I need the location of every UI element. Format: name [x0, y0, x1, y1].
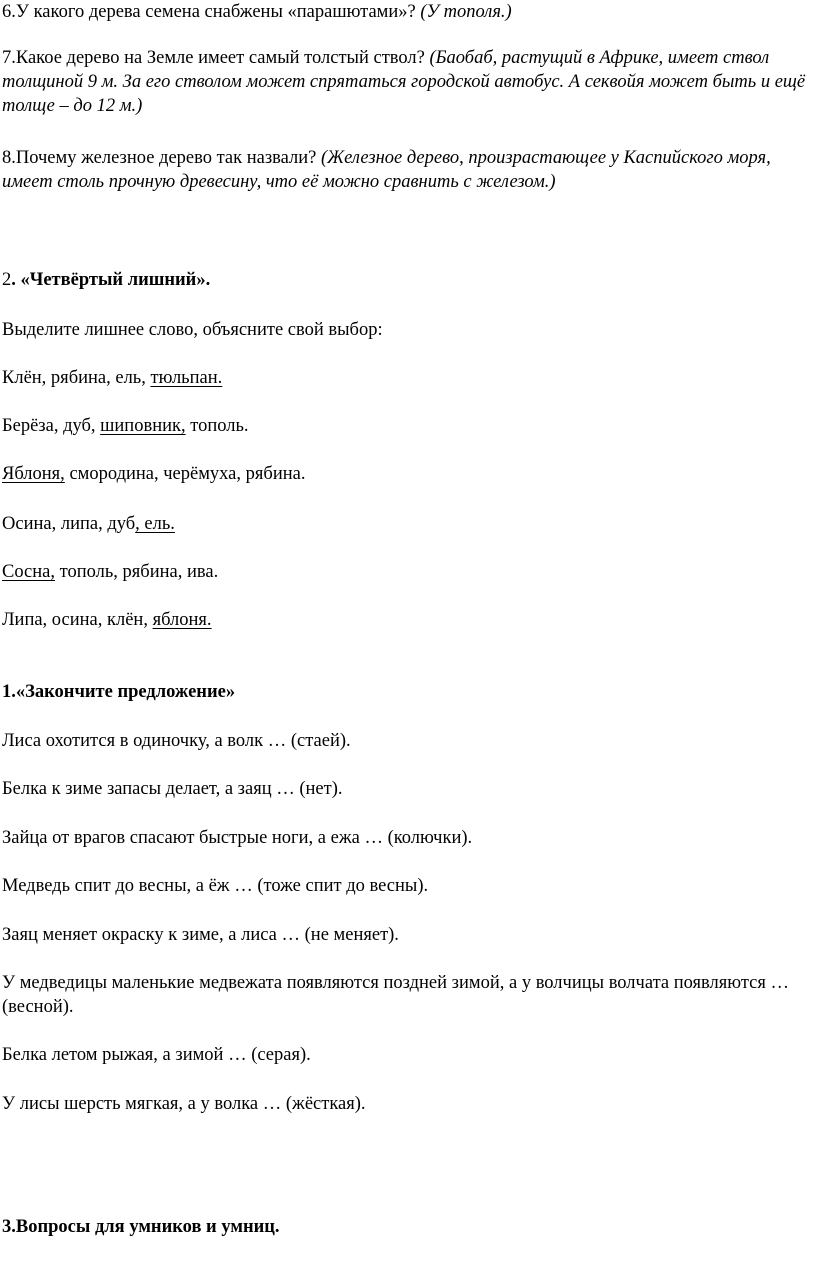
- odd-one-out-row: [2, 512, 806, 536]
- section-2-instruction: Выделите лишнее слово, объясните свой выбор:: [2, 320, 383, 340]
- sentence: Заяц меняет окраску к зиме, а лиса … (не меняет).: [2, 925, 399, 945]
- row-text: смородина, черёмуха, рябина.: [64, 464, 306, 484]
- row-text: тополь.: [185, 416, 249, 436]
- row-text: Липа, осина, клён,: [2, 610, 153, 630]
- sentence: У лисы шерсть мягкая, а у волка … (жёсткая).: [2, 1094, 366, 1114]
- question-8: [2, 146, 806, 194]
- sentence: Медведь спит до весны, а ёж … (тоже спит до весны).: [2, 876, 429, 896]
- odd-one-out-row: [2, 560, 806, 584]
- row-odd-word: тюльпан.: [150, 368, 223, 388]
- section-2-heading: [2, 268, 806, 292]
- section-3-title: 3.Вопросы для умников и умниц.: [2, 1217, 280, 1237]
- question-7-text: 7.Какое дерево на Земле имеет самый толстый ствол?: [2, 48, 430, 68]
- row-odd-word: Сосна,: [2, 562, 55, 582]
- question-6-text: 6.У какого дерева семена снабжены «парашютами»?: [2, 2, 421, 22]
- question-6: [2, 0, 806, 24]
- question-8-text: 8.Почему железное дерево так назвали?: [2, 148, 321, 168]
- row-text: тополь, рябина, ива.: [55, 562, 219, 582]
- section-1-title: 1.«Закончите предложение»: [2, 682, 236, 702]
- section-2-title: . «Четвёртый лишний».: [11, 270, 211, 290]
- sentence: Белка летом рыжая, а зимой … (серая).: [2, 1045, 311, 1065]
- row-odd-word: , ель.: [135, 514, 175, 534]
- odd-one-out-row: [2, 366, 806, 390]
- question-7-answer: (Баобаб, растущий в Африке, имеет ствол толщиной 9 м. За его стволом может спрятаться городской автобус. А секвойя может быть и ещё толще – до 12 м.): [2, 48, 806, 116]
- question-6-answer: (У тополя.): [420, 2, 512, 22]
- row-text: Берёза, дуб,: [2, 416, 101, 436]
- sentence: У медведицы маленькие медвежата появляются поздней зимой, а у волчицы волчата появляются … (весной).: [2, 973, 789, 1017]
- sentence: Зайца от врагов спасают быстрые ноги, а ежа … (колючки).: [2, 828, 473, 848]
- row-text: Клён, рябина, ель,: [2, 368, 151, 388]
- odd-one-out-row: [2, 462, 806, 486]
- odd-one-out-row: [2, 414, 806, 438]
- question-7: [2, 46, 806, 118]
- odd-one-out-row: [2, 608, 806, 632]
- sentence: Лиса охотится в одиночку, а волк … (стаей).: [2, 731, 351, 751]
- section-2-number: 2: [2, 270, 12, 290]
- row-odd-word: шиповник,: [100, 416, 186, 436]
- row-odd-word: Яблоня,: [2, 464, 65, 484]
- question-8-answer: (Железное дерево, произрастающее у Каспийского моря, имеет столь прочную древесину, что её можно сравнить с железом.): [2, 148, 771, 192]
- row-odd-word: яблоня.: [152, 610, 212, 630]
- sentence: Белка к зиме запасы делает, а заяц … (нет).: [2, 779, 343, 799]
- row-text: Осина, липа, дуб: [2, 514, 136, 534]
